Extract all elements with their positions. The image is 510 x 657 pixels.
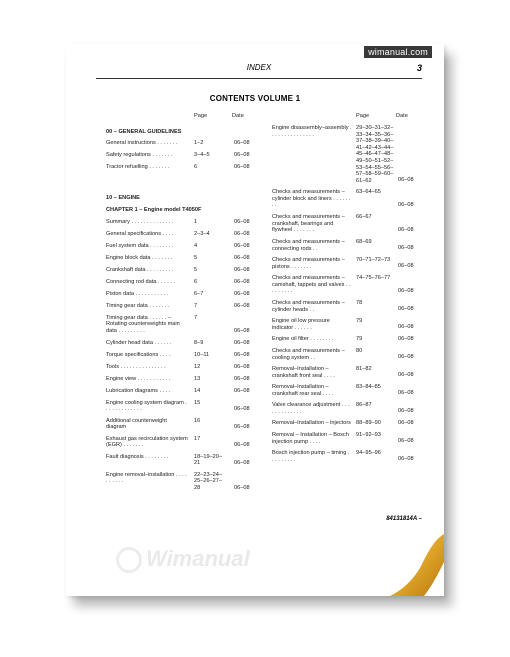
entry-date: 06–08 <box>398 263 414 270</box>
entry-date: 06–08 <box>398 408 414 415</box>
entry-date: 06–08 <box>398 245 414 252</box>
entry-date: 06–08 <box>234 364 250 371</box>
chapter-heading: CHAPTER 1 – Engine model T4050F <box>106 207 202 214</box>
index-entry <box>272 432 428 445</box>
entry-title: Engine oil low pressure indicator . . . . . . <box>272 318 330 331</box>
entry-date: 06–08 <box>398 336 414 343</box>
entry-title: Checks and measurements – cooling system . . <box>272 348 345 361</box>
manual-page <box>66 44 444 596</box>
entry-date: 06–08 <box>398 420 414 427</box>
index-entry <box>272 257 428 270</box>
entry-title: Summary . . . . . . . . . . . . . . <box>106 218 174 225</box>
entry-title: Removal–Installation – injectors <box>272 420 351 426</box>
index-entry <box>106 267 256 274</box>
entry-date: 06–08 <box>398 227 414 234</box>
entry-pages: 15 <box>194 399 201 406</box>
page-column-label: Page <box>356 113 370 119</box>
entry-pages: 2–3–4 <box>194 230 210 237</box>
entry-date: 06–08 <box>234 485 250 492</box>
entry-date: 06–08 <box>234 279 250 286</box>
entry-title: Checks and measurements – pistons . . . . . . . <box>272 257 345 270</box>
entry-pages: 8–9 <box>194 339 204 346</box>
index-entry <box>106 436 256 449</box>
entry-title: Tractor refuelling . . . . . . . <box>106 163 170 170</box>
entry-date: 06–08 <box>398 177 414 184</box>
index-entry <box>106 454 256 467</box>
entry-pages: 4 <box>194 242 198 249</box>
entry-title: Piston data . . . . . . . . . . . <box>106 290 169 297</box>
index-entry <box>272 348 428 361</box>
index-entry <box>106 315 256 335</box>
entry-title: Crankshaft data . . . . . . . . . <box>106 266 174 273</box>
entry-pages: 88–89–90 <box>356 420 381 426</box>
entry-pages: 29–30–31–32–33–34–35–36–37–38–39–40–41–42–43–44–45–46–47–48–49–50–51–52–53–54–55–56–57–58–59–60–61–62 <box>356 125 394 184</box>
entry-title: Timing gear data . . . . . . . <box>106 302 170 309</box>
entry-date: 06–08 <box>398 438 414 445</box>
entry-date: 06–08 <box>234 442 250 449</box>
index-entry <box>106 303 256 310</box>
entry-date: 06–08 <box>398 306 414 313</box>
entry-pages: 79 <box>356 318 363 324</box>
entry-title: Valve clearance adjustment . . . . . . . . . . . . . <box>272 402 350 415</box>
entry-title: Removal–Installation – crankshaft rear seal . . . . <box>272 384 334 397</box>
header-title: INDEX <box>246 63 272 72</box>
entry-pages: 94–95–96 <box>356 450 381 456</box>
entry-pages: 86–87 <box>356 402 372 408</box>
index-entry <box>272 450 428 463</box>
index-entry <box>272 275 428 295</box>
entry-title: General specifications . . . . <box>106 230 174 237</box>
entry-date: 06–08 <box>234 406 250 413</box>
index-entry <box>106 164 256 171</box>
entry-title: Removal–Installation – crankshaft front seal . . . . <box>272 366 335 379</box>
index-entry <box>106 255 256 262</box>
entry-date: 06–08 <box>234 352 250 359</box>
index-entry <box>272 300 428 313</box>
entry-title: Checks and measurements – connecting rods . . <box>272 239 345 252</box>
entry-pages: 16 <box>194 417 201 424</box>
entry-pages: 78 <box>356 300 363 306</box>
entry-pages: 18–19–20–21 <box>194 453 222 467</box>
entry-title: Lubrication diagrams . . . . <box>106 387 171 394</box>
index-entry <box>272 336 428 343</box>
document-number: 84131814A – <box>386 516 422 522</box>
entry-title: Engine oil filter . . . . . . . . <box>272 336 334 342</box>
entry-date: 06–08 <box>234 231 250 238</box>
header-rule <box>96 78 422 79</box>
entry-pages: 17 <box>194 435 201 442</box>
entry-pages: 68–69 <box>356 239 372 245</box>
entry-pages: 63–64–65 <box>356 189 381 195</box>
entry-pages: 7 <box>194 302 198 309</box>
entry-date: 06–08 <box>398 456 414 463</box>
index-entry <box>106 418 256 431</box>
entry-title: Engine view . . . . . . . . . . . <box>106 375 171 382</box>
entry-date: 06–08 <box>234 164 250 170</box>
entry-title: Fuel system data . . . . . . . . <box>106 242 174 249</box>
entry-title: Engine cooling system diagram . . . . . . . . . . . . . <box>106 399 187 413</box>
entry-date: 06–08 <box>398 372 414 379</box>
section-heading: 10 – ENGINE <box>106 194 140 201</box>
entry-title: Connecting rod data . . . . . . <box>106 278 176 285</box>
right-list <box>272 125 428 463</box>
index-entry <box>106 243 256 250</box>
entry-pages: 6 <box>194 163 198 170</box>
index-entry <box>272 239 428 252</box>
entry-date: 06–08 <box>234 376 250 383</box>
entry-title: Engine block data . . . . . . . <box>106 254 173 261</box>
entry-title: Additional counterweight diagram <box>106 417 167 431</box>
entry-pages: 5 <box>194 266 198 273</box>
entry-date: 06–08 <box>234 460 250 467</box>
index-entry <box>272 366 428 379</box>
index-entry <box>272 214 428 234</box>
index-entry <box>272 189 428 209</box>
entry-title: Removal – Installation – Bosch injection pump . . . . <box>272 432 349 445</box>
index-entry <box>106 376 256 383</box>
entry-date: 06–08 <box>234 328 250 335</box>
index-entry <box>106 400 256 413</box>
page-header <box>96 63 422 77</box>
entry-pages: 91–92–93 <box>356 432 381 438</box>
entry-date: 06–08 <box>398 354 414 361</box>
entry-pages: 66–67 <box>356 214 372 220</box>
entry-pages: 22–23–24–25–26–27–28 <box>194 471 222 491</box>
entry-pages: 74–75–76–77 <box>356 275 391 281</box>
entry-title: Fault diagnosis . . . . . . . . <box>106 453 169 460</box>
entry-date: 06–08 <box>234 424 250 431</box>
entry-title: Checks and measurements – cylinder block and liners . . . . . . . . <box>272 189 351 209</box>
entry-pages: 3–4–5 <box>194 151 210 158</box>
entry-title: Tools . . . . . . . . . . . . . . . <box>106 363 166 370</box>
entry-date: 06–08 <box>234 152 250 158</box>
entry-date: 06–08 <box>398 324 414 331</box>
index-entry <box>106 291 256 298</box>
entry-pages: 10–11 <box>194 351 210 358</box>
entry-pages: 70–71–72–73 <box>356 257 391 263</box>
index-entry <box>272 420 428 427</box>
entry-pages: 83–84–85 <box>356 384 381 390</box>
contents-title: CONTENTS VOLUME 1 <box>209 94 301 103</box>
entry-pages: 6 <box>194 278 198 285</box>
entry-pages: 5 <box>194 254 198 261</box>
entry-pages: 79 <box>356 336 363 342</box>
index-entry <box>106 140 256 147</box>
right-column-header <box>272 113 428 125</box>
entry-pages: 7 <box>194 314 198 321</box>
entry-title: Exhaust gas recirculation system (EGR) . . . . . . . <box>106 435 188 449</box>
entry-title: Checks and measurements – cylinder heads . . <box>272 300 345 313</box>
index-entry <box>106 472 256 492</box>
entry-title: Safety regulations . . . . . . . <box>106 151 173 158</box>
engine-list <box>106 219 256 492</box>
wimanual-logo <box>116 546 250 576</box>
entry-pages: 13 <box>194 375 201 382</box>
entry-date: 06–08 <box>398 288 414 295</box>
entry-title: Engine disassembly–assembly . . . . . . . . . . . . . . . <box>272 125 352 138</box>
entry-date: 06–08 <box>234 140 250 146</box>
index-entry <box>106 279 256 286</box>
index-entry <box>272 125 428 184</box>
entry-date: 06–08 <box>398 202 414 209</box>
entry-title: Torque specifications . . . . <box>106 351 171 358</box>
general-list <box>106 140 256 171</box>
entry-title: Bosch injection pump – timing . . . . . . . . . <box>272 450 350 463</box>
header-page-number: 3 <box>416 63 422 73</box>
left-column <box>106 113 256 497</box>
index-entry <box>272 402 428 415</box>
entry-date: 06–08 <box>234 267 250 274</box>
entry-pages: 6–7 <box>194 290 204 297</box>
date-column-label: Date <box>396 113 408 119</box>
entry-pages: 1 <box>194 218 198 225</box>
index-entry <box>106 364 256 371</box>
date-column-label: Date <box>232 113 244 119</box>
page-column-label: Page <box>194 113 208 119</box>
entry-date: 06–08 <box>234 291 250 298</box>
entry-title: General instructions . . . . . . . <box>106 139 178 146</box>
entry-pages: 14 <box>194 387 201 394</box>
entry-date: 06–08 <box>398 390 414 397</box>
entry-pages: 80 <box>356 348 363 354</box>
entry-pages: 12 <box>194 363 201 370</box>
index-entry <box>106 352 256 359</box>
entry-title: Timing gear data . . . . . . – Rotating counterweights main data . . . . . . . . . <box>106 314 180 334</box>
right-column <box>272 113 428 468</box>
entry-date: 06–08 <box>234 340 250 347</box>
entry-title: Engine removal–installation . . . . . . . . . . <box>106 471 187 485</box>
index-entry <box>272 384 428 397</box>
index-entry <box>272 318 428 331</box>
entry-title: Cylinder head data . . . . . . <box>106 339 172 346</box>
left-column-header <box>106 113 256 125</box>
index-entry <box>106 388 256 395</box>
entry-date: 06–08 <box>234 255 250 262</box>
index-entry <box>106 152 256 159</box>
entry-title: Checks and measurements – crankshaft, bearings and flywheel . . . . . . . <box>272 214 345 234</box>
entry-date: 06–08 <box>234 303 250 310</box>
index-entry <box>106 231 256 238</box>
page-curl-icon <box>384 526 444 596</box>
logo-text: Wimanual <box>146 546 250 571</box>
logo-circle-icon <box>116 547 142 573</box>
index-entry <box>106 340 256 347</box>
entry-pages: 81–82 <box>356 366 372 372</box>
entry-title: Checks and measurements – camshaft, tappets and valves . . . . . . . . . <box>272 275 351 295</box>
index-entry <box>106 219 256 226</box>
section-heading: 00 – GENERAL GUIDELINES <box>106 129 182 135</box>
entry-date: 06–08 <box>234 219 250 226</box>
entry-pages: 1–2 <box>194 139 204 146</box>
entry-date: 06–08 <box>234 388 250 395</box>
site-watermark: wimanual.com <box>364 46 432 58</box>
entry-date: 06–08 <box>234 243 250 250</box>
